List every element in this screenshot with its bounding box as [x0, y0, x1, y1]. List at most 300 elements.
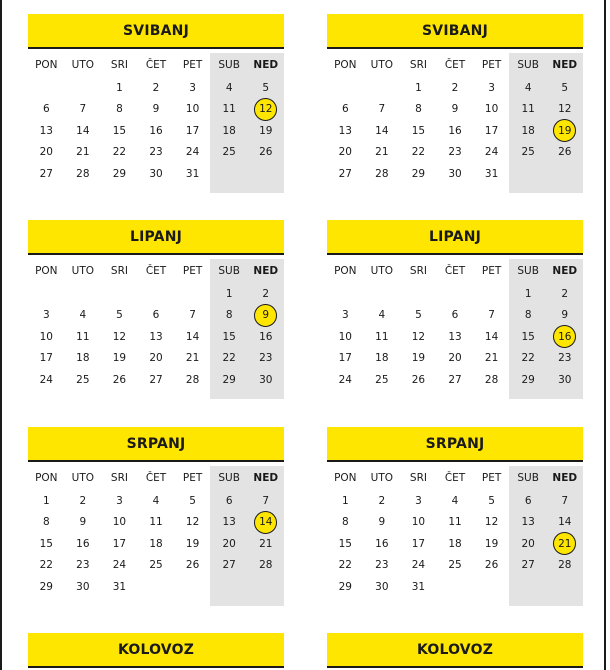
day-number: 6 [524, 494, 532, 507]
day-cell [101, 495, 138, 507]
weekday-header-row [28, 53, 284, 77]
day-cell [437, 168, 474, 180]
day-number: 19 [185, 537, 200, 550]
day-number: 28 [375, 167, 389, 180]
week-row [327, 305, 583, 327]
day-number: 15 [521, 330, 535, 343]
month-block [28, 427, 284, 598]
day-number: 31 [484, 167, 499, 180]
day-cell [174, 352, 211, 364]
day-cell [364, 331, 401, 343]
day-number: 27 [338, 167, 352, 180]
weekday-header-row [327, 259, 583, 283]
weekday-header: UTO [370, 472, 394, 484]
week-row [327, 326, 583, 348]
week-row [28, 120, 284, 142]
day-number: 25 [76, 373, 90, 386]
day-number: 25 [375, 373, 389, 386]
day-number: 9 [561, 309, 569, 322]
weekday-header: SUB [218, 59, 240, 71]
day-cell [437, 516, 474, 528]
day-cell [473, 125, 510, 137]
weekday-header: SRI [110, 265, 128, 277]
day-number: 2 [152, 81, 160, 94]
weekday-header: UTO [370, 265, 394, 277]
day-number: 10 [338, 330, 352, 343]
day-number: 7 [189, 309, 196, 322]
day-number: 7 [262, 494, 270, 507]
month-block [327, 633, 583, 668]
day-cell [364, 374, 401, 386]
day-cell [437, 352, 474, 364]
day-number: 16 [448, 124, 462, 137]
day-cell [400, 352, 437, 364]
day-cell [28, 352, 65, 364]
weekday-header: PET [481, 472, 502, 484]
weekday-header: NED [253, 472, 279, 484]
weekday-header: PON [35, 472, 58, 484]
day-cell [174, 374, 211, 386]
day-cell [510, 309, 547, 321]
weekday-header: ČET [444, 472, 466, 484]
day-number: 29 [521, 373, 535, 386]
week-row [28, 163, 284, 185]
day-number: 28 [259, 559, 273, 572]
day-cell [437, 146, 474, 158]
day-number: 26 [112, 373, 127, 386]
day-cell [65, 125, 102, 137]
day-number: 21 [185, 352, 200, 365]
day-number: 2 [262, 287, 270, 300]
day-number: 16 [375, 537, 389, 550]
day-number: 13 [448, 330, 462, 343]
day-cell [65, 146, 102, 158]
day-cell [327, 168, 364, 180]
day-cell [65, 495, 102, 507]
day-cell [546, 516, 583, 528]
day-number: 10 [185, 103, 200, 116]
day-cell [437, 82, 474, 94]
day-number: 3 [415, 494, 422, 507]
day-number: 24 [185, 146, 200, 159]
day-cell [473, 146, 510, 158]
day-cell [28, 168, 65, 180]
day-number: 20 [338, 146, 352, 159]
day-cell [101, 352, 138, 364]
day-number: 22 [112, 146, 127, 159]
day-number: 30 [149, 167, 163, 180]
day-number: 14 [375, 124, 389, 137]
day-number: 23 [149, 146, 163, 159]
day-number: 1 [341, 494, 349, 507]
day-cell [247, 288, 284, 300]
day-number: 4 [378, 309, 386, 322]
month-block [327, 14, 583, 185]
month-block [327, 427, 583, 598]
day-cell [473, 374, 510, 386]
day-number: 6 [341, 103, 349, 116]
day-number: 8 [42, 516, 50, 529]
day-cell [364, 516, 401, 528]
day-cell [327, 352, 364, 364]
day-cell [65, 352, 102, 364]
day-cell [101, 103, 138, 115]
weekday-header: ČET [145, 472, 167, 484]
weekday-header-row [28, 466, 284, 490]
day-number: 20 [39, 146, 53, 159]
day-number: 19 [259, 124, 273, 137]
month-title: LIPANJ [28, 220, 284, 255]
day-number: 8 [341, 516, 349, 529]
month-block [327, 220, 583, 391]
day-number: 12 [259, 103, 273, 116]
day-cell [65, 309, 102, 321]
weekday-header: SRI [409, 472, 427, 484]
week-row [28, 533, 284, 555]
day-number: 22 [411, 146, 426, 159]
day-cell [400, 82, 437, 94]
day-cell [327, 146, 364, 158]
day-number: 22 [521, 352, 535, 365]
day-number: 6 [42, 103, 50, 116]
day-number: 17 [338, 352, 352, 365]
day-number: 16 [259, 330, 273, 343]
day-number: 24 [411, 559, 426, 572]
day-cell [247, 559, 284, 571]
day-number: 22 [222, 352, 236, 365]
day-number: 14 [76, 124, 90, 137]
day-number: 20 [222, 537, 236, 550]
day-number: 18 [375, 352, 389, 365]
day-number: 18 [149, 537, 163, 550]
day-cell [174, 82, 211, 94]
day-number: 14 [484, 330, 499, 343]
day-number: 22 [39, 559, 53, 572]
day-number: 8 [415, 103, 422, 116]
day-number: 13 [39, 124, 53, 137]
day-cell [247, 352, 284, 364]
weekday-header: SUB [218, 472, 240, 484]
day-number: 28 [185, 373, 200, 386]
day-cell [327, 374, 364, 386]
day-cell [247, 125, 284, 137]
week-row [327, 99, 583, 121]
day-number: 28 [558, 559, 572, 572]
day-cell [28, 309, 65, 321]
highlighted-day [546, 125, 583, 137]
day-cell [138, 168, 175, 180]
day-cell [327, 103, 364, 115]
day-number: 18 [521, 124, 535, 137]
day-cell [28, 516, 65, 528]
week-row [327, 555, 583, 577]
day-cell [138, 352, 175, 364]
week-row [28, 369, 284, 391]
day-number: 13 [149, 330, 163, 343]
day-number: 7 [488, 309, 495, 322]
day-cell [211, 288, 248, 300]
day-number: 8 [116, 103, 123, 116]
day-number: 27 [39, 167, 53, 180]
day-cell [211, 516, 248, 528]
day-number: 30 [448, 167, 462, 180]
day-cell [364, 352, 401, 364]
day-cell [101, 146, 138, 158]
day-number: 19 [558, 124, 572, 137]
day-number: 11 [375, 330, 389, 343]
day-number: 26 [558, 146, 572, 159]
day-cell [437, 125, 474, 137]
day-cell [546, 309, 583, 321]
day-number: 4 [451, 494, 459, 507]
day-number: 1 [415, 81, 422, 94]
day-number: 25 [149, 559, 163, 572]
day-number: 29 [112, 167, 127, 180]
day-cell [211, 374, 248, 386]
day-number: 26 [411, 373, 426, 386]
day-number: 9 [451, 103, 459, 116]
day-cell [211, 495, 248, 507]
day-cell [28, 146, 65, 158]
day-cell [437, 538, 474, 550]
day-number: 28 [76, 167, 90, 180]
weekday-header-row [327, 466, 583, 490]
day-cell [510, 125, 547, 137]
day-number: 31 [185, 167, 200, 180]
day-cell [28, 495, 65, 507]
week-row [327, 348, 583, 370]
weekday-header: SUB [517, 59, 539, 71]
day-cell [510, 495, 547, 507]
day-number: 24 [39, 373, 53, 386]
day-cell [364, 168, 401, 180]
day-number: 9 [262, 309, 270, 322]
day-number: 30 [375, 580, 389, 593]
weekday-header: NED [552, 59, 578, 71]
month-grid [327, 259, 583, 391]
day-number: 25 [521, 146, 535, 159]
day-number: 1 [42, 494, 50, 507]
day-number: 11 [521, 103, 535, 116]
day-cell [28, 559, 65, 571]
day-number: 17 [185, 124, 200, 137]
day-number: 10 [112, 516, 127, 529]
day-number: 21 [484, 352, 499, 365]
day-number: 28 [484, 373, 499, 386]
day-number: 5 [488, 494, 495, 507]
weekday-header: NED [552, 472, 578, 484]
week-row [28, 512, 284, 534]
day-number: 23 [448, 146, 462, 159]
day-cell [28, 125, 65, 137]
day-cell [211, 309, 248, 321]
day-cell [437, 495, 474, 507]
day-number: 24 [484, 146, 499, 159]
day-cell [327, 538, 364, 550]
day-cell [546, 82, 583, 94]
day-number: 5 [415, 309, 422, 322]
weekday-header: PET [481, 265, 502, 277]
day-number: 4 [524, 81, 532, 94]
day-number: 11 [222, 103, 236, 116]
day-cell [211, 146, 248, 158]
week-row [28, 142, 284, 164]
day-number: 15 [112, 124, 127, 137]
day-cell [400, 168, 437, 180]
day-cell [510, 103, 547, 115]
day-number: 8 [524, 309, 532, 322]
day-cell [400, 146, 437, 158]
day-cell [174, 559, 211, 571]
day-cell [65, 538, 102, 550]
day-cell [211, 352, 248, 364]
day-number: 5 [116, 309, 123, 322]
day-number: 20 [149, 352, 163, 365]
day-number: 20 [448, 352, 462, 365]
day-number: 24 [112, 559, 127, 572]
day-number: 19 [484, 537, 499, 550]
weekday-header: ČET [145, 59, 167, 71]
day-number: 20 [521, 537, 535, 550]
day-cell [101, 82, 138, 94]
day-cell [400, 331, 437, 343]
day-number: 2 [378, 494, 386, 507]
weekday-header: PON [35, 265, 58, 277]
day-cell [211, 103, 248, 115]
day-cell [247, 146, 284, 158]
day-cell [546, 352, 583, 364]
day-number: 17 [411, 537, 426, 550]
day-number: 15 [39, 537, 53, 550]
day-cell [400, 374, 437, 386]
day-cell [327, 559, 364, 571]
day-cell [546, 146, 583, 158]
day-cell [473, 352, 510, 364]
day-number: 2 [561, 287, 569, 300]
day-cell [546, 103, 583, 115]
month-title: KOLOVOZ [28, 633, 284, 668]
day-number: 18 [222, 124, 236, 137]
day-number: 10 [39, 330, 53, 343]
day-number: 10 [484, 103, 499, 116]
day-cell [400, 538, 437, 550]
week-row [28, 326, 284, 348]
weekday-header: UTO [71, 265, 95, 277]
day-cell [174, 331, 211, 343]
day-cell [327, 495, 364, 507]
day-number: 5 [262, 81, 270, 94]
day-number: 16 [149, 124, 163, 137]
day-cell [138, 125, 175, 137]
day-number: 27 [521, 559, 535, 572]
day-number: 1 [116, 81, 123, 94]
month-grid [28, 466, 284, 598]
day-number: 17 [39, 352, 53, 365]
weekday-header: ČET [444, 265, 466, 277]
weekday-header: PET [182, 59, 203, 71]
day-number: 1 [524, 287, 532, 300]
day-cell [174, 103, 211, 115]
highlighted-day [247, 103, 284, 115]
day-number: 13 [338, 124, 352, 137]
day-number: 11 [448, 516, 462, 529]
day-cell [65, 331, 102, 343]
day-cell [174, 309, 211, 321]
day-cell [28, 103, 65, 115]
day-number: 16 [76, 537, 90, 550]
weekday-header: SRI [409, 265, 427, 277]
day-cell [28, 331, 65, 343]
day-cell [211, 538, 248, 550]
day-cell [510, 352, 547, 364]
day-number: 9 [378, 516, 386, 529]
highlighted-day [247, 309, 284, 321]
day-cell [546, 374, 583, 386]
day-cell [28, 581, 65, 593]
day-number: 26 [259, 146, 273, 159]
week-row [327, 576, 583, 598]
highlighted-day [546, 538, 583, 550]
day-number: 10 [411, 516, 426, 529]
day-cell [510, 331, 547, 343]
weekday-header: UTO [370, 59, 394, 71]
day-number: 2 [451, 81, 459, 94]
day-number: 3 [116, 494, 123, 507]
day-number: 19 [411, 352, 426, 365]
month-title: LIPANJ [327, 220, 583, 255]
day-cell [138, 309, 175, 321]
day-cell [510, 288, 547, 300]
day-cell [247, 374, 284, 386]
day-cell [473, 103, 510, 115]
day-cell [327, 516, 364, 528]
day-number: 25 [222, 146, 236, 159]
weekday-header: PON [334, 265, 357, 277]
week-row [28, 77, 284, 99]
day-number: 21 [375, 146, 389, 159]
day-cell [473, 331, 510, 343]
weekday-header: SUB [517, 265, 539, 277]
day-cell [65, 581, 102, 593]
day-cell [28, 374, 65, 386]
week-row [327, 533, 583, 555]
day-cell [138, 103, 175, 115]
day-number: 23 [558, 352, 572, 365]
day-number: 13 [222, 516, 236, 529]
day-number: 31 [112, 580, 127, 593]
weekday-header: SRI [409, 59, 427, 71]
week-row [327, 163, 583, 185]
day-cell [510, 374, 547, 386]
day-cell [364, 309, 401, 321]
month-block [28, 220, 284, 391]
day-number: 3 [341, 309, 349, 322]
day-cell [138, 538, 175, 550]
day-number: 18 [76, 352, 90, 365]
week-row [327, 369, 583, 391]
day-number: 12 [411, 330, 426, 343]
day-number: 16 [558, 330, 572, 343]
day-cell [473, 82, 510, 94]
day-cell [247, 538, 284, 550]
week-row [28, 305, 284, 327]
day-number: 5 [189, 494, 196, 507]
day-cell [174, 538, 211, 550]
day-cell [400, 495, 437, 507]
week-row [327, 283, 583, 305]
day-number: 6 [152, 309, 160, 322]
day-number: 14 [185, 330, 200, 343]
